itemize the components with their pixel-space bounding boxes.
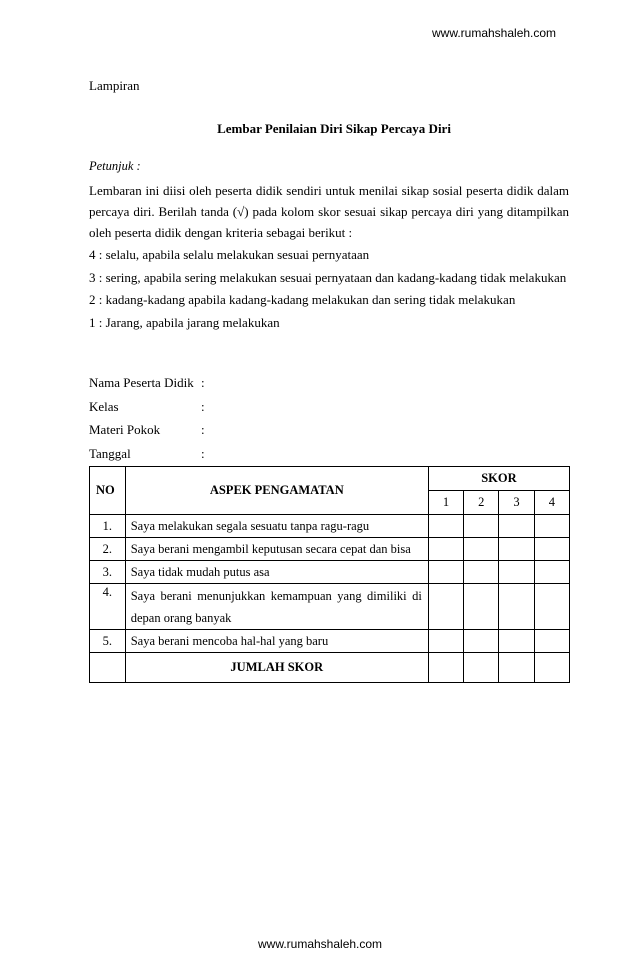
criteria-item: 1 : Jarang, apabila jarang melakukan (89, 314, 280, 330)
header-no: NO (90, 467, 126, 515)
identity-colon: : (201, 445, 205, 461)
attachment-label: Lampiran (89, 78, 140, 93)
identity-label: Tanggal (89, 445, 131, 461)
criteria-list (89, 244, 566, 334)
criteria-item: 2 : kadang-kadang apabila kadang-kadang melakukan dan sering tidak melakukan (89, 292, 516, 307)
score-cell[interactable] (464, 630, 499, 653)
header-score: SKOR (428, 467, 569, 491)
row-aspect: Saya berani mencoba hal-hal yang baru (125, 630, 428, 653)
identity-label: Nama Peserta Didik (89, 375, 194, 390)
instructions-text: Lembaran ini diisi oleh peserta didik sendiri untuk menilai sikap sosial peserta didik dalam percaya diri. Berilah tanda (√) pada kolom skor sesuai sikap percaya diri yang ditampilkan oleh peserta didik dengan kriteria sebagai berikut : (89, 183, 569, 240)
site-url-bottom: www.rumahshaleh.com (258, 937, 383, 951)
total-score-cell[interactable] (428, 653, 463, 683)
total-row (90, 653, 570, 683)
row-aspect: Saya berani menunjukkan kemampuan yang dimiliki di depan orang banyak (125, 584, 428, 630)
score-cell[interactable] (428, 584, 463, 630)
site-url-top: www.rumahshaleh.com (432, 26, 557, 40)
score-cell[interactable] (464, 561, 499, 584)
table-row (90, 515, 570, 538)
criteria-item: 4 : selalu, apabila selalu melakukan sesuai pernyataan (89, 247, 370, 262)
score-cell[interactable] (534, 584, 569, 630)
table-row (90, 630, 570, 653)
score-cell[interactable] (499, 630, 534, 653)
score-cell[interactable] (534, 630, 569, 653)
row-aspect: Saya tidak mudah putus asa (125, 561, 428, 584)
identity-colon: : (201, 398, 205, 414)
score-cell[interactable] (534, 561, 569, 584)
score-cell[interactable] (499, 561, 534, 584)
row-number: 5. (90, 630, 126, 653)
row-aspect: Saya berani mengambil keputusan secara cepat dan bisa (125, 538, 428, 561)
score-cell[interactable] (499, 584, 534, 630)
table-row (90, 538, 570, 561)
score-cell[interactable] (464, 584, 499, 630)
total-score-cell[interactable] (464, 653, 499, 683)
score-cell[interactable] (428, 515, 463, 538)
score-col-header: 4 (534, 491, 569, 515)
table-row (90, 561, 570, 584)
criteria-item: 3 : sering, apabila sering melakukan sesuai pernyataan dan kadang-kadang tidak melakukan (89, 269, 567, 285)
total-label: JUMLAH SKOR (125, 653, 428, 683)
assessment-table (89, 466, 570, 683)
score-cell[interactable] (499, 515, 534, 538)
score-col-header: 1 (428, 491, 463, 515)
score-col-header: 3 (499, 491, 534, 515)
row-number: 3. (90, 561, 126, 584)
row-number: 4. (90, 584, 126, 630)
identity-label: Kelas (89, 398, 119, 414)
row-aspect: Saya melakukan segala sesuatu tanpa ragu-ragu (125, 515, 428, 538)
score-cell[interactable] (499, 538, 534, 561)
score-cell[interactable] (464, 538, 499, 561)
identity-label: Materi Pokok (89, 422, 161, 437)
identity-colon: : (201, 375, 205, 390)
total-score-cell[interactable] (499, 653, 534, 683)
score-cell[interactable] (428, 561, 463, 584)
row-number: 2. (90, 538, 126, 561)
header-aspect: ASPEK PENGAMATAN (125, 467, 428, 515)
page-title: Lembar Penilaian Diri Sikap Percaya Diri (217, 121, 451, 136)
score-cell[interactable] (428, 630, 463, 653)
instructions-heading: Petunjuk : (89, 159, 141, 173)
identity-colon: : (201, 422, 205, 437)
score-col-header: 2 (464, 491, 499, 515)
score-cell[interactable] (464, 515, 499, 538)
instructions-paragraph (89, 180, 569, 243)
total-blank-cell (90, 653, 126, 683)
table-row (90, 584, 570, 630)
score-cell[interactable] (428, 538, 463, 561)
score-cell[interactable] (534, 538, 569, 561)
row-number: 1. (90, 515, 126, 538)
total-score-cell[interactable] (534, 653, 569, 683)
score-cell[interactable] (534, 515, 569, 538)
